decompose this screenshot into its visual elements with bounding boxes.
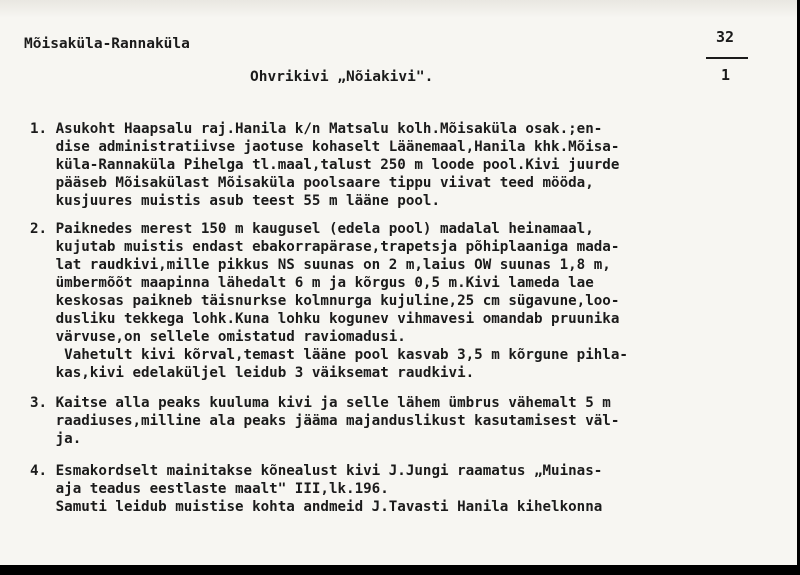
- text-line: Samuti leidub muistise kohta andmeid J.Tavasti Hanila kihelkonna: [30, 499, 603, 515]
- text-line: kujutab muistis endast ebakorrapärase,trapetsja põhiplaaniga mada-: [30, 239, 620, 255]
- text-line: pääseb Mõisakülast Mõisaküla poolsaare tippu viivat teed mööda,: [30, 175, 594, 191]
- text-line: küla-Rannaküla Pihelga tl.maal,talust 250 m loode pool.Kivi juurde: [30, 157, 620, 173]
- text-line: dise administratiivse jaotuse kohaselt Läänemaal,Hanila khk.Mõisa-: [30, 139, 620, 155]
- document-body: [30, 120, 790, 516]
- text-line: ümbermõõt maapinna lähedalt 6 m ja kõrgus 0,5 m.Kivi lameda lae: [30, 275, 594, 291]
- text-line: aja teadus eestlaste maalt" III,lk.196.: [30, 481, 389, 497]
- text-line: 3. Kaitse alla peaks kuuluma kivi ja selle lähem ümbrus vähemalt 5 m: [30, 395, 611, 411]
- text-line: 1. Asukoht Haapsalu raj.Hanila k/n Matsalu kolh.Mõisaküla osak.;en-: [30, 121, 603, 137]
- text-line: 2. Paiknedes merest 150 m kaugusel (edela pool) madalal heinamaal,: [30, 221, 594, 237]
- section-1: [30, 120, 790, 210]
- text-line: värvuse,on sellele omistatud raviomadusi.: [30, 329, 406, 345]
- card-number-bottom: 1: [721, 66, 731, 84]
- section-4: [30, 462, 790, 516]
- card-number-top: 32: [716, 28, 735, 46]
- card-number-divider: [706, 57, 748, 59]
- section-2: [30, 220, 790, 382]
- section-gap: [30, 210, 790, 220]
- text-line: kusjuures muistis asub teest 55 m lääne pool.: [30, 193, 440, 209]
- section-3: [30, 394, 790, 448]
- section-gap: [30, 448, 790, 462]
- text-line: Vahetult kivi kõrval,temast lääne pool kasvab 3,5 m kõrgune pihla-: [30, 347, 628, 363]
- text-line: ja.: [30, 431, 82, 447]
- text-line: kas,kivi edelaküljel leidub 3 väiksemat raudkivi.: [30, 365, 475, 381]
- text-line: dusliku tekkega lohk.Kuna lohku kogunev vihmavesi omandab pruunika: [30, 311, 620, 327]
- text-line: 4. Esmakordselt mainitakse kõnealust kivi J.Jungi raamatus „Muinas-: [30, 463, 603, 479]
- text-line: lat raudkivi,mille pikkus NS suunas on 2 m,laius OW suunas 1,8 m,: [30, 257, 611, 273]
- card-edge-shadow: [0, 0, 797, 18]
- location-heading: Mõisaküla-Rannaküla: [24, 36, 190, 52]
- section-gap: [30, 382, 790, 394]
- text-line: keskosas paikneb täisnurkse kolmnurga kujuline,25 cm sügavune,loo-: [30, 293, 620, 309]
- text-line: raadiuses,milline ala peaks jääma majanduslikust kasutamisest väl-: [30, 413, 620, 429]
- document-title: Ohvrikivi „Nõiakivi".: [250, 69, 434, 85]
